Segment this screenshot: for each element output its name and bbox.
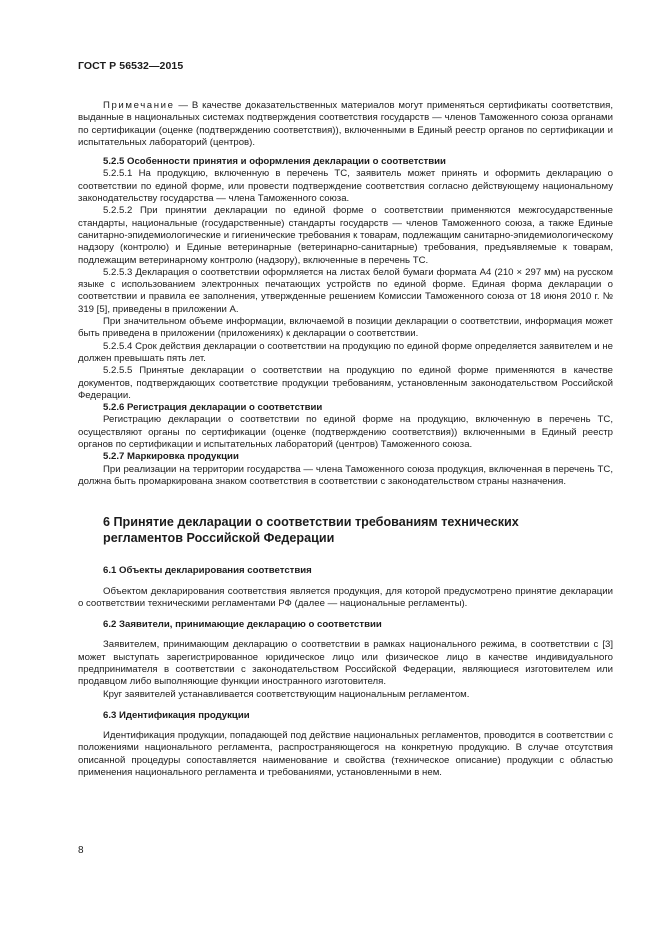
paragraph-5-2-6: Регистрацию декларации о соответствии по единой форме на продукцию, включенную в перечень ТС, осуществляют органы по сертификации (оценке (подтверждению соответствия)) включенными в Единый реестр органов по сертификации и испытательных лабораторий (центров) Таможенного союза. [78, 414, 613, 451]
subsection-heading-6-2: 6.2 Заявители, принимающие декларацию о соответствии [103, 619, 382, 631]
paragraph-5-2-5-2: 5.2.5.2 При принятии декларации по единой форме о соответствии применяются межгосударственные стандарты, национальные (государственные) стандарты государств — членов Таможенного союза, а также Единые санитарно-эпидемиологические и гигиенические требования к товарам, подлежащим санитарно-эпидемиологическому надзору (контролю) и Единые ветеринарные (ветеринарно-санитарные) требования, предъявляемые к товарам, подлежащим ветеринарному контролю (надзору), включенные в перечень ТС. [78, 205, 613, 266]
note-label: Примечание [103, 100, 175, 111]
paragraph-6-2-continued: Круг заявителей устанавливается соответствующим национальным регламентом. [103, 688, 470, 700]
section-heading-6 [78, 515, 613, 546]
subsection-heading-6-1: 6.1 Объекты декларирования соответствия [103, 565, 312, 577]
paragraph-5-2-5-4: 5.2.5.4 Срок действия декларации о соответствии на продукцию по единой форме определяется заявителем и не должен превышать пять лет. [78, 340, 613, 364]
subsection-heading-5-2-6: 5.2.6 Регистрация декларации о соответствии [103, 402, 323, 414]
note-text: — В качестве доказательственных материалов могут применяться сертификаты соответствия, выданные в национальных системах подтверждения соответствия государств — членов Таможенного союза органами по сертификации (оценке (подтверждению соответствия)), включенными в Единый реестр органов по сертификации и испытательных лабораторий (центров). [78, 100, 613, 148]
paragraph-6-1: Объектом декларирования соответствия является продукция, для которой предусмотрено принятие декларации о соответствии техническими регламентами РФ (далее — национальные регламенты). [78, 585, 613, 609]
document-header: ГОСТ Р 56532—2015 [78, 60, 184, 72]
paragraph-5-2-7: При реализации на территории государства — члена Таможенного союза продукция, включенная в перечень ТС, должна быть промаркирована знаком соответствия в соответствии с законодательством страны назначения. [78, 463, 613, 487]
note-paragraph [78, 100, 613, 149]
paragraph-5-2-5-1: 5.2.5.1 На продукцию, включенную в перечень ТС, заявитель может принять и оформить декларацию о соответствии по единой форме, или провести подтверждение соответствия согласно действующему национальному законодательству государства — члена Таможенного союза. [78, 168, 613, 205]
subsection-heading-5-2-5: 5.2.5 Особенности принятия и оформления декларации о соответствии [103, 156, 446, 168]
section-heading-6-line1: 6 Принятие декларации о соответствии требованиям технических [103, 515, 519, 530]
document-body [78, 100, 613, 779]
page-number: 8 [78, 845, 84, 856]
subsection-heading-5-2-7: 5.2.7 Маркировка продукции [103, 451, 239, 463]
paragraph-5-2-5-3: 5.2.5.3 Декларация о соответствии оформляется на листах белой бумаги формата А4 (210 × 297 мм) на русском языке с использованием электронных печатающих устройств по единой форме. Единая форма декларации о соответствии и правила ее заполнения, утвержденные решением Комиссии Таможенного союза от 18 июня 2010 г. № 319 [5], приведены в приложении А. [78, 266, 613, 315]
section-heading-6-line2: регламентов Российской Федерации [103, 530, 335, 545]
paragraph-6-2: Заявителем, принимающим декларацию о соответствии в рамках национального режима, в соответствии с [3] может выступать зарегистрированное юридическое лицо или физическое лицо в качестве индивидуального предпринимателя в соответствии с законодательством Российской Федерации, являющиеся изготовителем или продавцом либо выполняющие функции иностранного изготовителя. [78, 639, 613, 688]
paragraph-5-2-5-5: 5.2.5.5 Принятые декларации о соответствии на продукцию по единой форме применяются в качестве документов, подтверждающих соответствие продукции требованиям, установленным законодательством Российской Федерации. [78, 365, 613, 401]
paragraph-6-3: Идентификация продукции, попадающей под действие национальных регламентов, проводится в соответствии с положениями национального регламента, распространяющегося на конкретную продукцию. В случае отсутствия описанной процедуры сопоставляется наименование и свойства (техническое описание) продукции с областью применения национального регламента и требованиями, установленными в нем. [78, 730, 613, 779]
subsection-heading-6-3: 6.3 Идентификация продукции [103, 709, 250, 721]
paragraph-5-2-5-3-continued: При значительном объеме информации, включаемой в позиции декларации о соответствии, информация может быть приведена в приложении (приложениях) к декларации о соответствии. [78, 316, 613, 340]
